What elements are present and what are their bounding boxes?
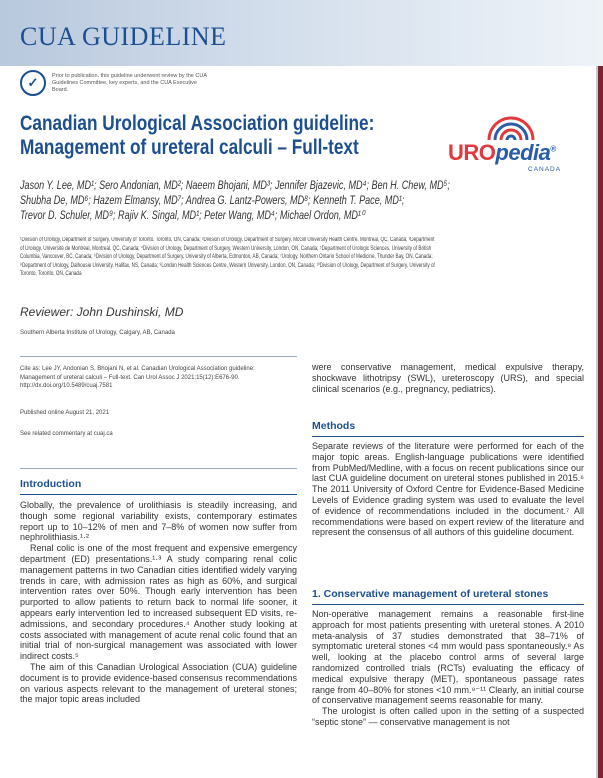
logo-subtitle: CANADA <box>528 166 562 173</box>
paragraph: Non-operative management remains a reasonable first-line approach for most patients presenting with ureteral stones. A 2010 meta-analysis of 37 studies demonstrated that 38–71% of symptomatic ureteral stones <4 mm would pass spontaneously.⁸ As well, looking at the placebo control arms of several large randomized controlled trials (RCTs) evaluating the efficacy of medical expulsive therapy (MET), spontaneous passage rates range from 40–80% for stones <10 mm.⁹⁻¹¹ Clearly, an initial course of conservative management seems reasonable for many. <box>312 609 584 706</box>
citation-line: Management of ureteral calculi – Full-text. Can Urol Assoc J 2021;15(12):E676-90. <box>20 374 240 381</box>
section-heading-methods: Methods <box>312 420 356 432</box>
conservative-management-body <box>312 609 584 728</box>
affiliation-line: of Urology, Université de Montréal, Montreal, QC, Canada; ⁴Division of Urology, Department of Surgery, Western University, London, ON, Canada; ⁵Department of Urologic Sciences, University of British <box>20 245 432 252</box>
reviewer-name: Reviewer: John Dushinski, MD <box>20 305 184 319</box>
review-note: Prior to publication, this guideline underwent review by the CUA Guidelines Committee, key experts, and the CUA Executive Board. <box>52 73 207 93</box>
author-line: Jason Y. Lee, MD¹; Sero Andonian, MD²; Naeem Bhojani, MD³; Jennifer Bjazevic, MD⁴; Ben H. Chew, MD⁵; <box>20 178 450 192</box>
related-commentary-link[interactable]: See related commentary at cuaj.ca <box>20 431 113 437</box>
logo-uro: URO <box>448 140 496 165</box>
author-list <box>20 178 586 223</box>
section-heading-conservative-management: 1. Conservative management of ureteral stones <box>312 588 549 600</box>
section-heading-introduction: Introduction <box>20 478 82 490</box>
affiliation-line: ¹Division of Urology, Department of Surgery, University of Toronto, Toronto, ON, Canada; ²Division of Urology, Department of Surgery, McGill University Health Centre, Montreal, QC, Canada; ³Department <box>20 237 435 243</box>
uropedia-logo <box>440 112 580 182</box>
paragraph: Globally, the prevalence of urolithiasis is steadily increasing, and though some regional variability exists, contemporary estimates report up to 10–12% of men and 7–8% of women now suffer from nephrolithiasis.¹·² <box>20 500 297 543</box>
affiliation-list <box>20 236 590 279</box>
section-rule <box>312 436 584 437</box>
published-date: Published online August 21, 2021 <box>20 410 110 416</box>
paragraph: The aim of this Canadian Urological Association (CUA) guideline document is to provide evidence-based consensus recommendations on various aspects relevant to the management of ureteral stones; the major topic areas included <box>20 661 297 705</box>
paragraph: The urologist is often called upon in the setting of a suspected “septic stone” — conservative management is not <box>312 706 584 727</box>
paragraph: Renal colic is one of the most frequent and expensive emergency department (ED) presentations.¹·³ A study comparing renal colic management patterns in two Canadian cities identified widely varying trends in care, with admission rates as high as 60%, and surgical intervention rates over 50%. Though early intervention has been purported to allow patients to return back to normal life sooner, it appears early intervention led to increased subsequent ED visits, re-admissions, and secondary procedures.⁴ Another study looking at costs associated with management of acute renal colic found that an initial trial of non-surgical management was associated with lower indirect costs.⁵ <box>20 543 297 662</box>
author-line: Trevor D. Schuler, MD⁹; Rajiv K. Singal, MD¹; Peter Wang, MD⁴; Michael Ordon, MD¹⁰ <box>20 208 365 222</box>
journal-header-title: CUA GUIDELINE <box>20 22 227 51</box>
citation-line: Cite as: Lee JY, Andonian S, Bhojani N, et al. Canadian Urological Association guideline: <box>20 366 255 372</box>
reviewer-affiliation: Southern Alberta Institute of Urology, Calgary, AB, Canada <box>20 330 175 336</box>
paragraph: Separate reviews of the literature were performed for each of the major topic areas. English-language publications were identified from PubMed/Medline, with a focus on recent publications since our last CUA guideline document on ureteral stones published in 2015.⁶ The 2011 University of Oxford Centre for Evidence-Based Medicine Levels of Evidence grading system was used to evaluate the level of evidence of recommendations included in the document.⁷ All recommendations were based on expert review of the literature and represent the consensus of all authors of this guideline document. <box>312 441 584 538</box>
logo-wordmark <box>448 140 556 166</box>
methods-body <box>312 441 584 538</box>
affiliation-line: Columbia, Vancouver, BC, Canada; ⁶Division of Urology, Department of Surgery, University of Alberta, Edmonton, AB, Canada; ⁷Urology, Northern Ontario School of Medicine, Thunder Bay, ON, Canada; <box>20 254 433 260</box>
journal-header-band <box>0 0 603 66</box>
article-title-line-1: Canadian Urological Association guideline: <box>20 112 375 135</box>
affiliation-line: Toronto, Toronto, ON, Canada <box>20 271 82 277</box>
author-line: Shubha De, MD⁶; Hazem Elmansy, MD⁷; Andrea G. Lantz-Powers, MD⁸; Kenneth T. Pace, MD¹; <box>20 193 405 207</box>
introduction-body <box>20 500 297 705</box>
right-column-intro-continued: were conservative management, medical expulsive therapy, shockwave lithotripsy (SWL), ureteroscopy (URS), and special clinical scenarios (e.g., pregnancy, pediatrics). <box>312 362 584 394</box>
citation-block <box>20 365 300 391</box>
page-edge-accent <box>598 66 603 778</box>
logo-pedia: pedia <box>495 140 551 165</box>
logo-registered: ® <box>550 144 556 154</box>
section-rule <box>20 494 297 495</box>
divider <box>20 356 297 357</box>
section-rule <box>312 604 584 605</box>
check-circle-icon: ✓ <box>20 70 46 96</box>
article-title <box>20 112 375 160</box>
affiliation-line: ⁸Department of Urology, Dalhousie University, Halifax, NS, Canada; ⁹London Health Sciences Centre, Western University, London, ON, Canada; ¹⁰Division of Urology, Department of Surgery, University of <box>20 262 435 269</box>
article-title-line-2: Management of ureteral calculi – Full-text <box>20 136 359 159</box>
logo-arc-icon <box>485 112 537 142</box>
divider <box>20 468 297 469</box>
citation-doi-link[interactable]: http://dx.doi.org/10.5489/cuaj.7581 <box>20 383 113 389</box>
